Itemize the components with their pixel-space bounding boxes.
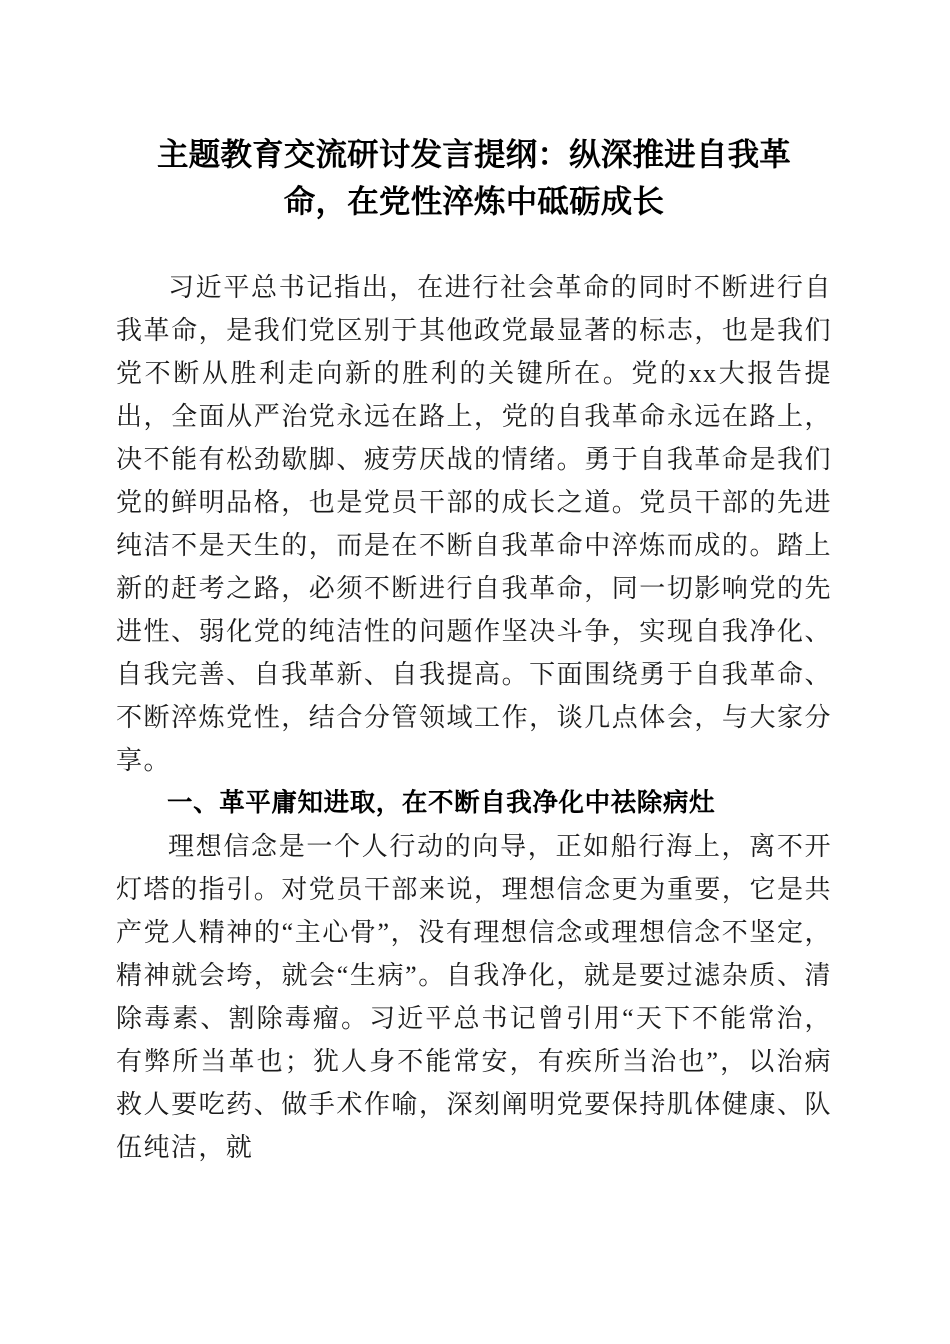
body-paragraph-1: 习近平总书记指出，在进行社会革命的同时不断进行自我革命，是我们党区别于其他政党最显著的标志，也是我们党不断从胜利走向新的胜利的关键所在。党的xx大报告提出，全面从严治党永远在路上，党的自我革命永远在路上，决不能有松劲歇脚、疲劳厌战的情绪。勇于自我革命是我们党的鲜明品格，也是党员干部的成长之道。党员干部的先进纯洁不是天生的，而是在不断自我革命中淬炼而成的。踏上新的赶考之路，必须不断进行自我革命，同一切影响党的先进性、弱化党的纯洁性的问题作坚决斗争，实现自我净化、自我完善、自我革新、自我提高。下面围绕勇于自我革命、不断淬炼党性，结合分管领域工作，谈几点体会，与大家分享。	[116, 273, 832, 775]
section-heading-1: 一、革平庸知进取，在不断自我净化中祛除病灶	[167, 789, 716, 817]
document-title-line-2: 命，在党性淬炼中砥砺成长	[283, 184, 665, 219]
body-paragraph-2: 理想信念是一个人行动的向导，正如船行海上，离不开灯塔的指引。对党员干部来说，理想信念更为重要，它是共产党人精神的“主心骨”，没有理想信念或理想信念不坚定，精神就会垮，就会“生病”。自我净化，就是要过滤杂质、清除毒素、割除毒瘤。习近平总书记曾引用“天下不能常治，有弊所当革也；犹人身不能常安，有疾所当治也”，以治病救人要吃药、做手术作喻，深刻阐明党要保持肌体健康、队伍纯洁，就	[116, 832, 832, 1162]
document-title	[116, 0, 832, 225]
title-body-spacer	[116, 225, 832, 266]
document-title-line-1: 主题教育交流研讨发言提纲：纵深推进自我革	[156, 137, 791, 172]
document-content-area	[116, 0, 832, 1169]
